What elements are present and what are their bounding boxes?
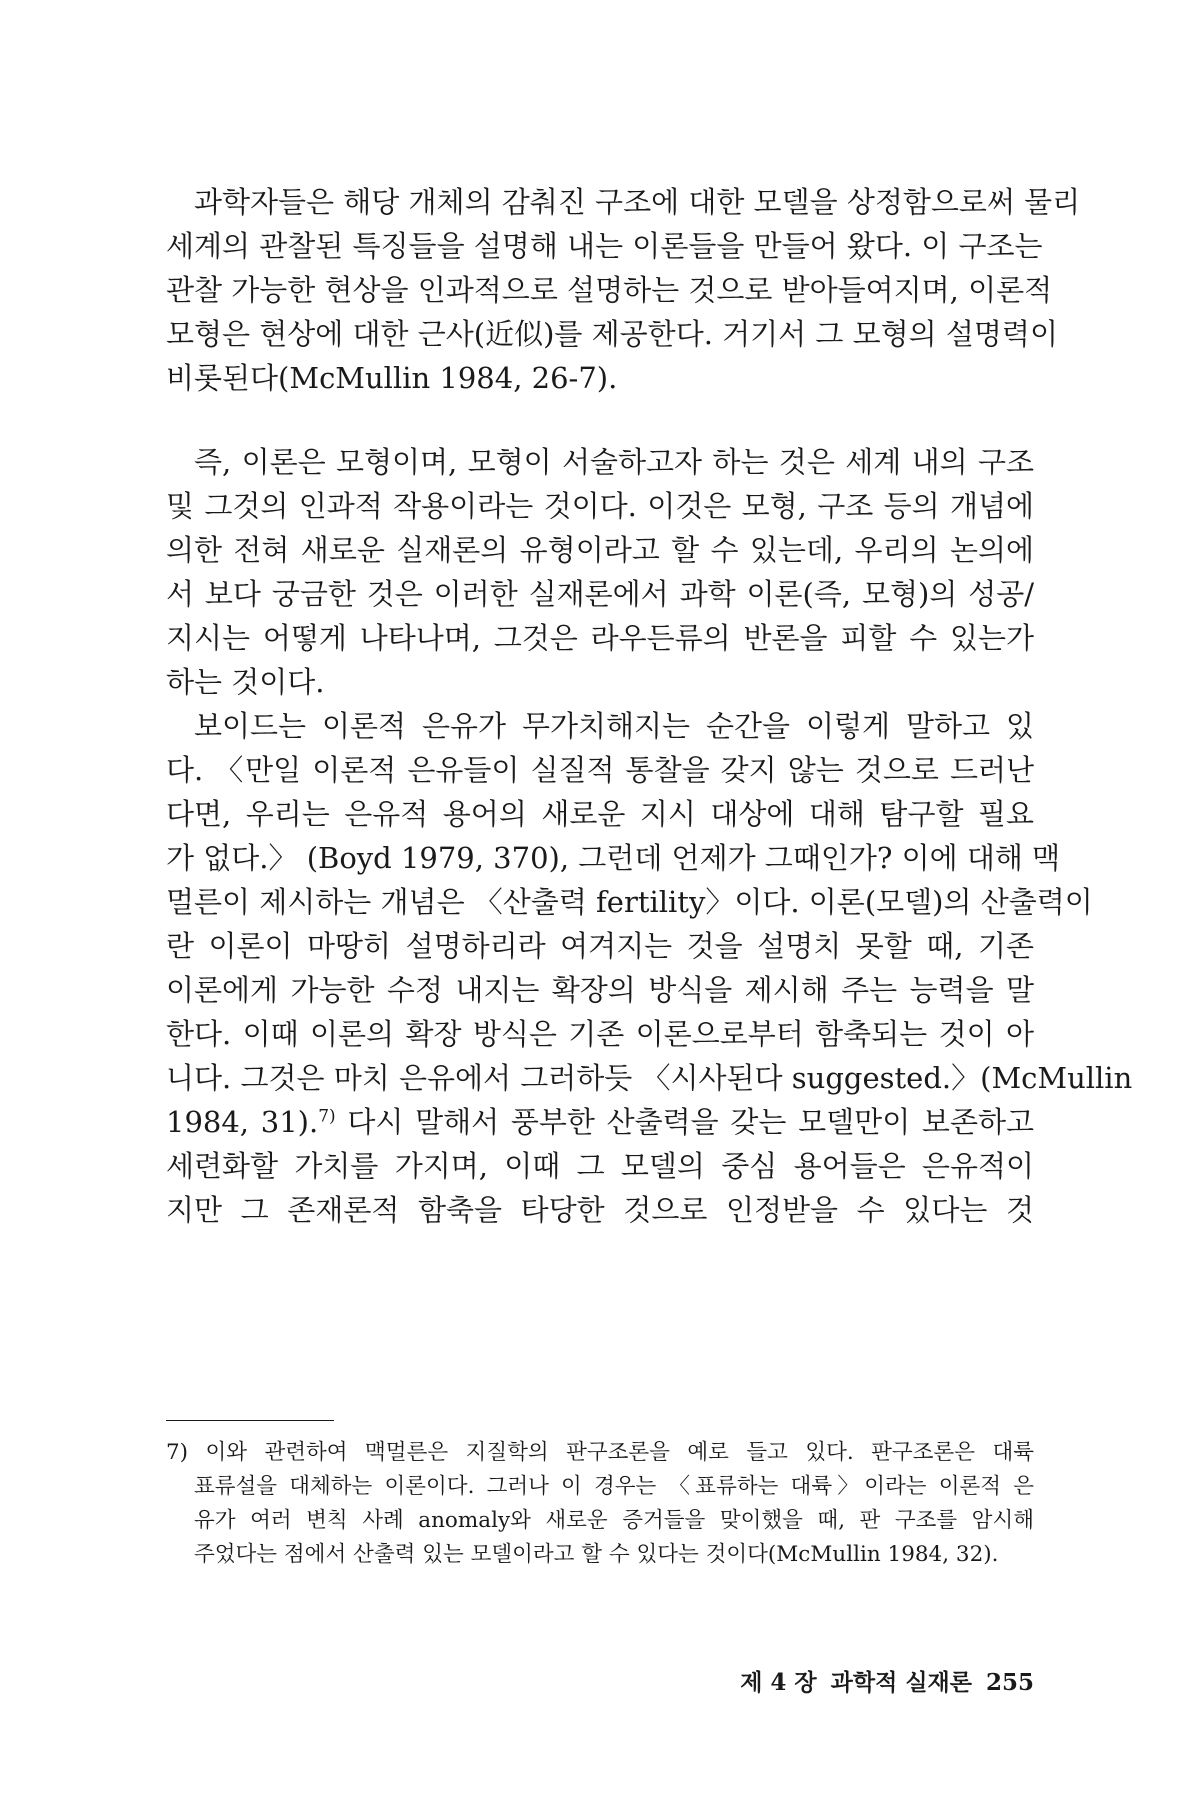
- text-line: 가 없다.〉 (Boyd 1979, 370), 그런데 언제가 그때인가? 이에 대해 맥: [166, 841, 1061, 875]
- footnote-divider: [166, 1420, 334, 1421]
- text-line: 지시는 어떻게 나타나며, 그것은 라우든류의 반론을 피할 수 있는가: [166, 621, 1034, 655]
- text-line: 관찰 가능한 현상을 인과적으로 설명하는 것으로 받아들여지며, 이론적: [166, 273, 1053, 307]
- text-line-with-footnote-ref: [166, 1102, 1034, 1142]
- running-footer: [740, 1664, 1034, 1697]
- text-line: 한다. 이때 이론의 확장 방식은 기존 이론으로부터 함축되는 것이 아: [166, 1017, 1034, 1051]
- text-line: 및 그것의 인과적 작용이라는 것이다. 이것은 모형, 구조 등의 개념에: [166, 489, 1034, 523]
- footnote-line: 표류설을 대체하는 이론이다. 그러나 이 경우는 〈표류하는 대륙〉이라는 이론적 은: [194, 1474, 1034, 1499]
- text-line: 비롯된다(McMullin 1984, 26-7).: [166, 361, 618, 395]
- text-segment: 다시 말해서 풍부한 산출력을 갖는 모델만이 보존하고: [335, 1105, 1034, 1139]
- text-line: 모형은 현상에 대한 근사(近似)를 제공한다. 거기서 그 모형의 설명력이: [166, 317, 1058, 351]
- text-line: 다면, 우리는 은유적 용어의 새로운 지시 대상에 대해 탐구할 필요: [166, 797, 1034, 831]
- text-line: 지만 그 존재론적 함축을 타당한 것으로 인정받을 수 있다는 것: [166, 1193, 1034, 1227]
- text-line: 서 보다 궁금한 것은 이러한 실재론에서 과학 이론(즉, 모형)의 성공/: [166, 577, 1034, 611]
- text-line: 멀른이 제시하는 개념은 〈산출력 fertility〉이다. 이론(모델)의 산출력이: [166, 885, 1093, 919]
- text-line: 즉, 이론은 모형이며, 모형이 서술하고자 하는 것은 세계 내의 구조: [194, 445, 1034, 479]
- footnote-ref[interactable]: 7): [318, 1106, 336, 1127]
- citation-text: 1984, 31).: [166, 1105, 319, 1139]
- text-line: 니다. 그것은 마치 은유에서 그러하듯 〈시사된다 suggested.〉(McMullin: [166, 1061, 1133, 1095]
- chapter-label: 제 4 장: [740, 1669, 817, 1696]
- text-line: 세련화할 가치를 가지며, 이때 그 모델의 중심 용어들은 은유적이: [166, 1149, 1034, 1183]
- text-line: 이론에게 가능한 수정 내지는 확장의 방식을 제시해 주는 능력을 말: [166, 973, 1034, 1007]
- text-line: 하는 것이다.: [166, 665, 325, 699]
- text-line: 과학자들은 해당 개체의 감춰진 구조에 대한 모델을 상정함으로써 물리: [194, 185, 1081, 219]
- text-line: 란 이론이 마땅히 설명하리라 여겨지는 것을 설명치 못할 때, 기존: [166, 929, 1034, 963]
- text-line: 다. 〈만일 이론적 은유들이 실질적 통찰을 갖지 않는 것으로 드러난: [166, 753, 1034, 787]
- page-number: 255: [985, 1669, 1034, 1696]
- footnote-line: 유가 여러 변칙 사례 anomaly와 새로운 증거들을 맞이했을 때, 판 구조를 암시해: [194, 1508, 1034, 1533]
- text-line: 세계의 관찰된 특징들을 설명해 내는 이론들을 만들어 왔다. 이 구조는: [166, 229, 1043, 263]
- text-line: 의한 전혀 새로운 실재론의 유형이라고 할 수 있는데, 우리의 논의에: [166, 533, 1034, 567]
- footnote-line: 7) 이와 관련하여 맥멀른은 지질학의 판구조론을 예로 들고 있다. 판구조론은 대륙: [166, 1440, 1034, 1465]
- chapter-title: 과학적 실재론: [830, 1669, 972, 1696]
- text-line: 보이드는 이론적 은유가 무가치해지는 순간을 이렇게 말하고 있: [194, 709, 1034, 743]
- footnote-line: 주었다는 점에서 산출력 있는 모델이라고 할 수 있다는 것이다(McMullin 1984, 32).: [194, 1542, 999, 1567]
